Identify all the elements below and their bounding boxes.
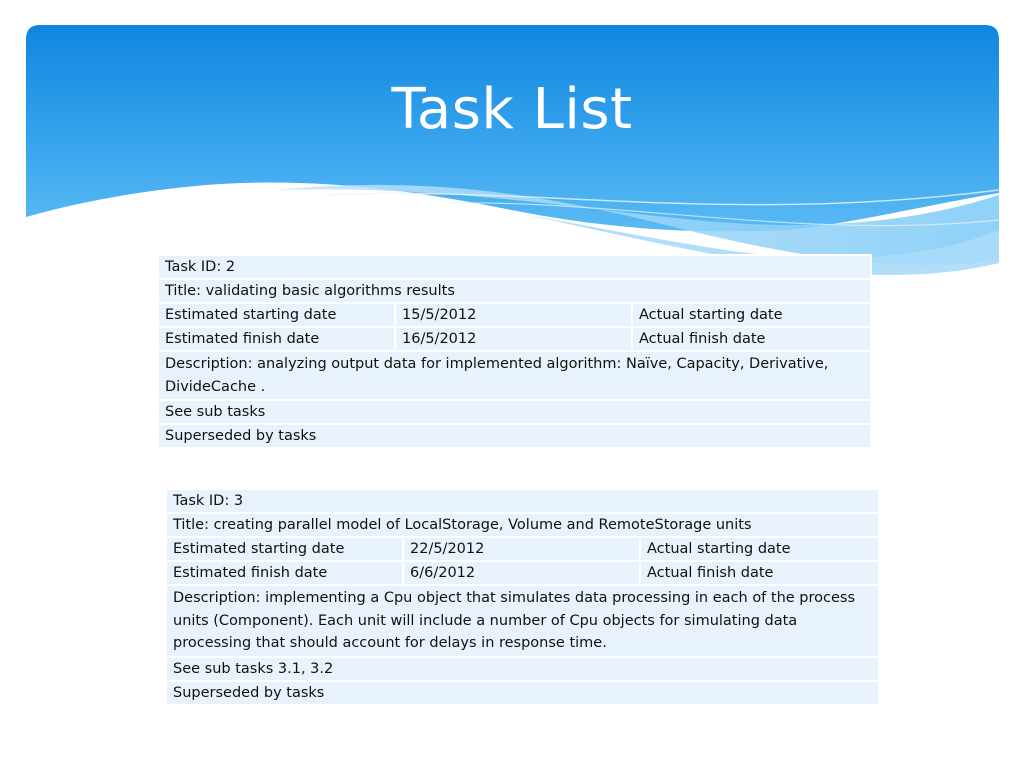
est-start-label: Estimated starting date [166, 537, 403, 561]
table-row [166, 561, 879, 585]
table-row [166, 489, 879, 513]
est-finish-label: Estimated finish date [166, 561, 403, 585]
sub-tasks-cell: See sub tasks 3.1, 3.2 [166, 657, 879, 681]
page-title: Task List [391, 77, 633, 142]
actual-finish-label: Actual finish date [632, 327, 871, 351]
est-start-label: Estimated starting date [158, 303, 395, 327]
actual-start-label: Actual starting date [632, 303, 871, 327]
est-finish-label: Estimated finish date [158, 327, 395, 351]
task-title-cell: Title: validating basic algorithms results [158, 279, 871, 303]
task-id-cell: Task ID: 3 [166, 489, 879, 513]
table-row [158, 255, 871, 279]
table-row [166, 681, 879, 705]
description-cell: Description: analyzing output data for implemented algorithm: Naïve, Capacity, Derivative, DivideCache . [158, 351, 871, 400]
actual-start-label: Actual starting date [640, 537, 879, 561]
task-table [165, 488, 880, 706]
table-row [166, 585, 879, 657]
wave-background [26, 25, 999, 285]
est-finish-value: 16/5/2012 [395, 327, 632, 351]
superseded-cell: Superseded by tasks [158, 424, 871, 448]
table-row [158, 303, 871, 327]
table-row [158, 424, 871, 448]
sub-tasks-cell: See sub tasks [158, 400, 871, 424]
table-row [158, 400, 871, 424]
table-row [158, 327, 871, 351]
est-start-value: 22/5/2012 [403, 537, 640, 561]
superseded-cell: Superseded by tasks [166, 681, 879, 705]
est-finish-value: 6/6/2012 [403, 561, 640, 585]
task-table [157, 254, 872, 449]
table-row [166, 537, 879, 561]
table-row [166, 513, 879, 537]
table-row [158, 279, 871, 303]
task-title-cell: Title: creating parallel model of LocalStorage, Volume and RemoteStorage units [166, 513, 879, 537]
table-row [158, 351, 871, 400]
est-start-value: 15/5/2012 [395, 303, 632, 327]
header-banner [26, 25, 999, 285]
table-row [166, 657, 879, 681]
actual-finish-label: Actual finish date [640, 561, 879, 585]
description-cell: Description: implementing a Cpu object that simulates data processing in each of the process units (Component). Each unit will include a number of Cpu objects for simulating data processing that should account for delays in response time. [166, 585, 879, 657]
task-id-cell: Task ID: 2 [158, 255, 871, 279]
